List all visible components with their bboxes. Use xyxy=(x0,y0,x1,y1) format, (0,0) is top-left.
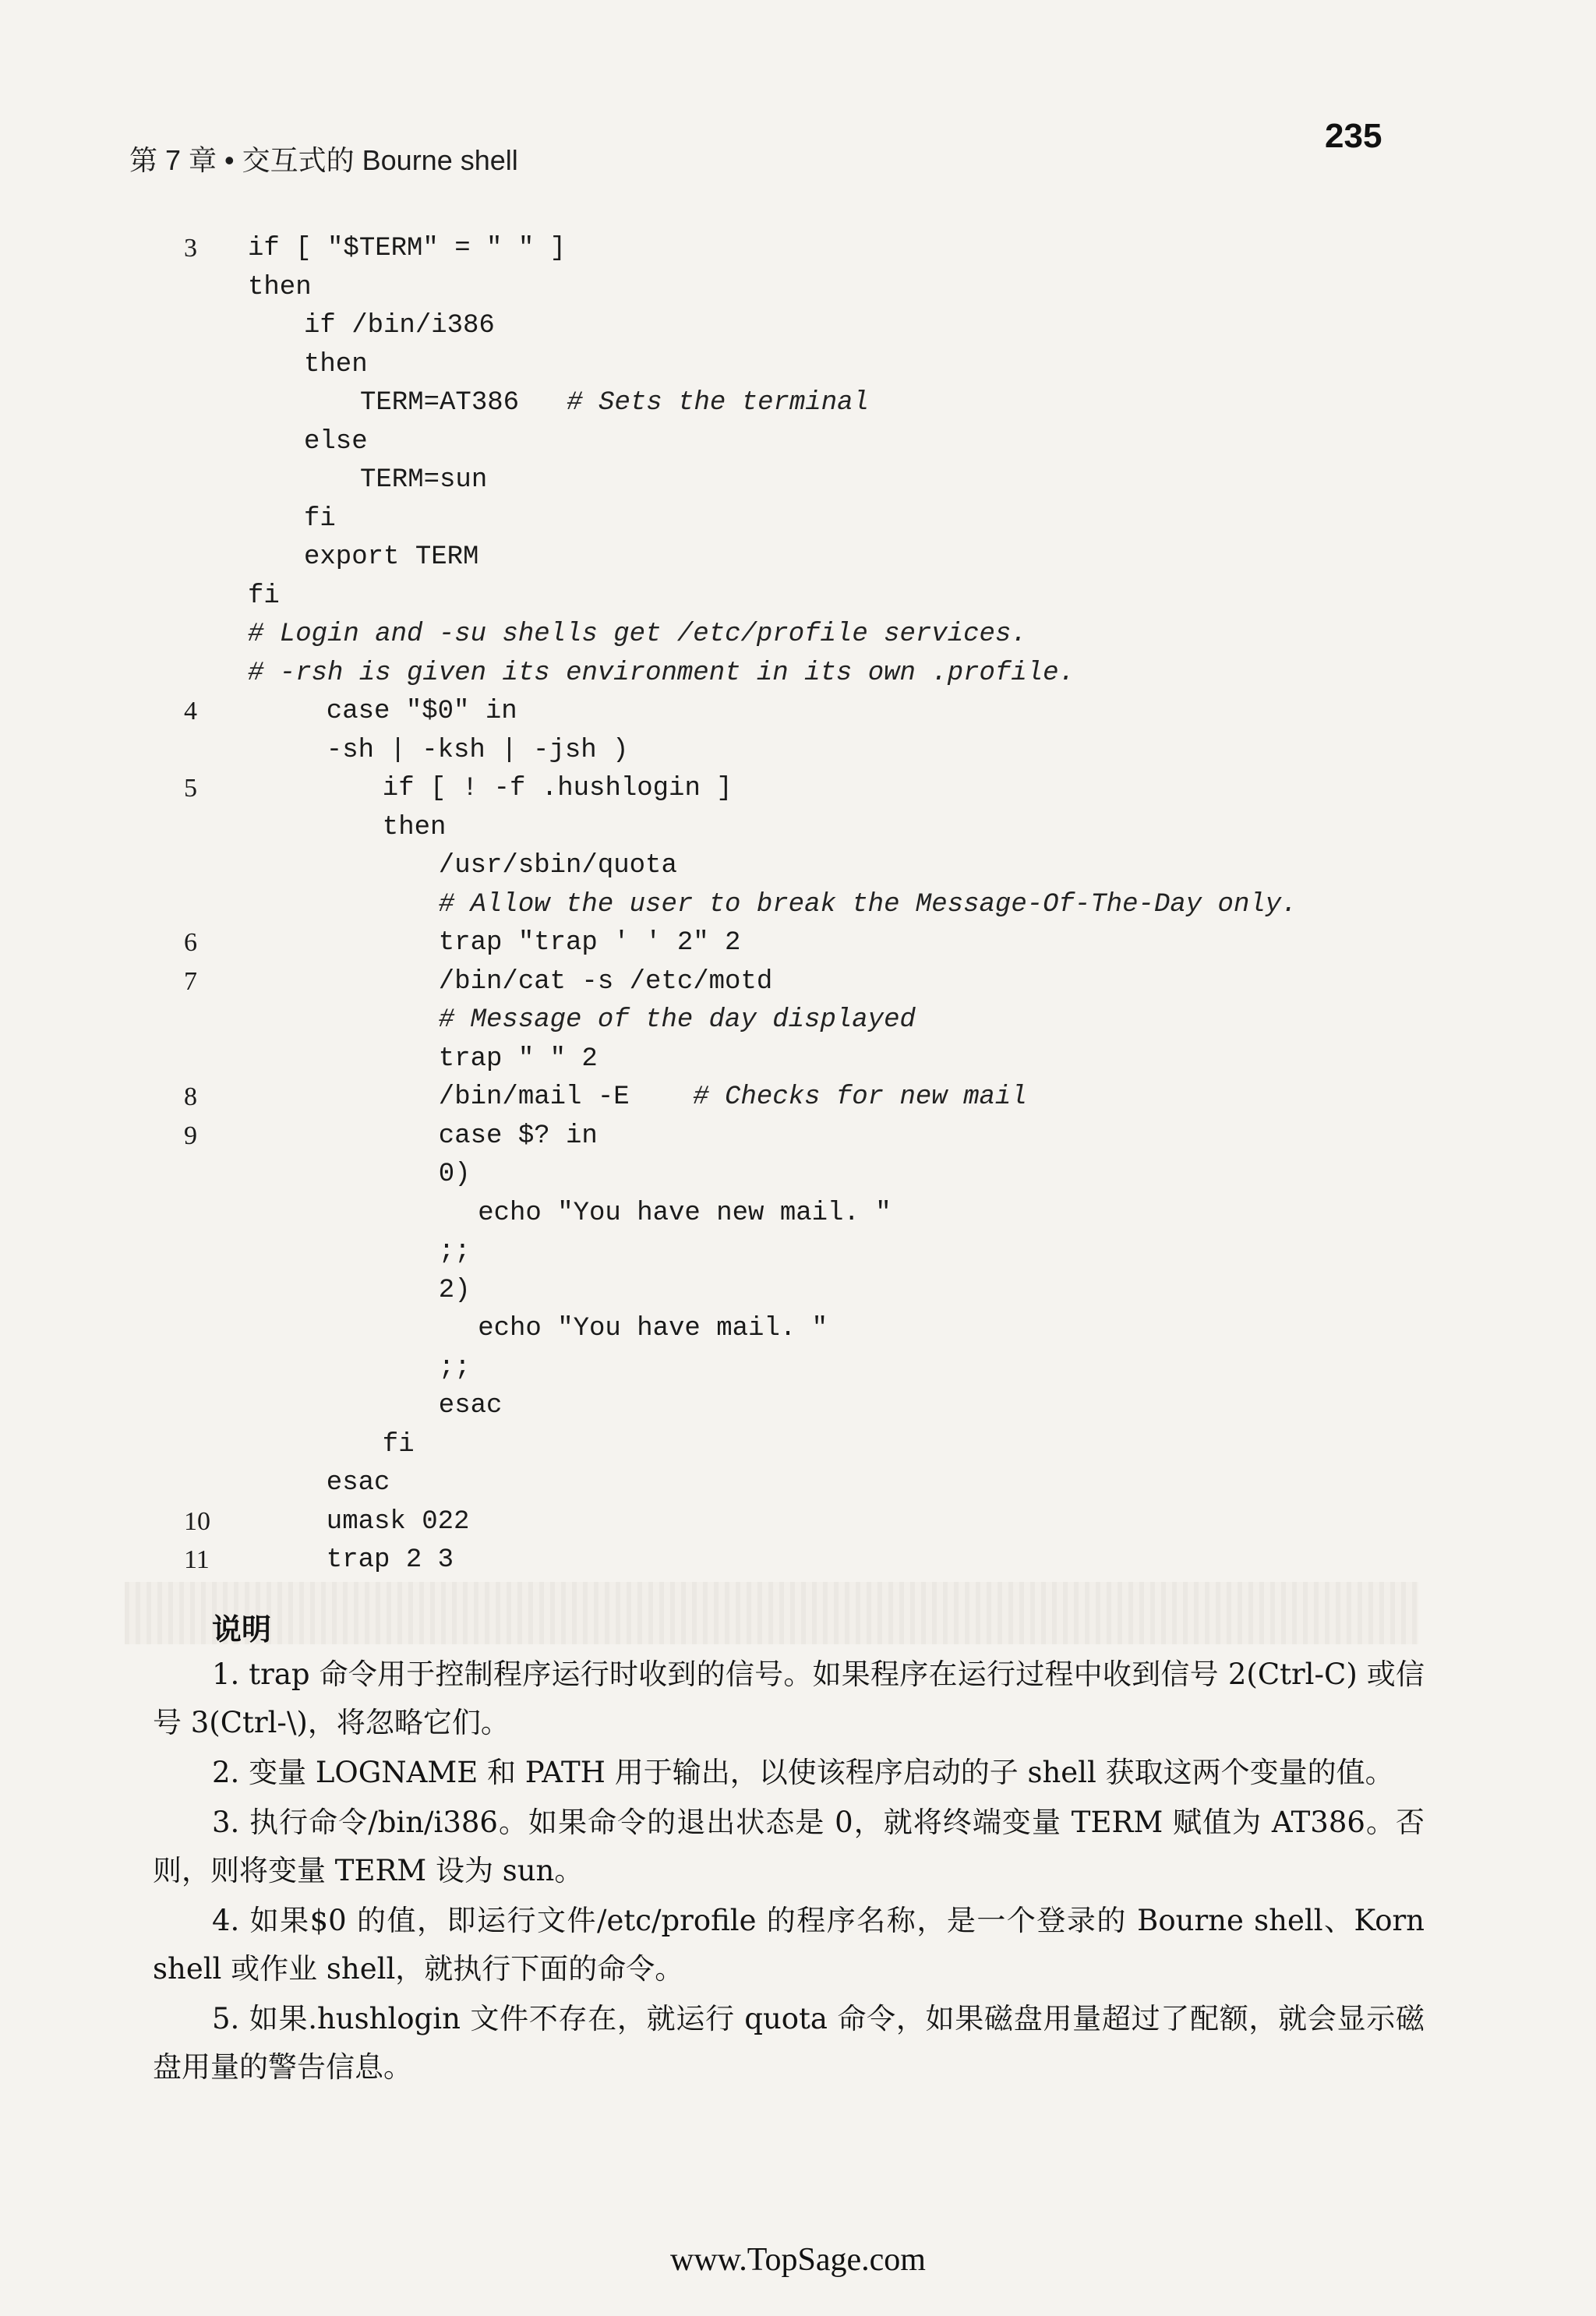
note-item: 4. 如果$0 的值，即运行文件/etc/profile 的程序名称，是一个登录的 Bourne shell、Korn shell 或作业 shell，就执行下面的命令。 xyxy=(153,1904,1425,1986)
line-number: 7 xyxy=(184,966,197,996)
footer-url: www.TopSage.com xyxy=(670,2242,926,2278)
code-statement: TERM=sun xyxy=(360,465,488,495)
code-statement: case "$0" in xyxy=(326,697,517,726)
code-statement: case $? in xyxy=(438,1121,598,1151)
explanation-notes xyxy=(153,1651,1425,2093)
code-statement: then xyxy=(248,272,312,302)
code-statement: fi xyxy=(382,1429,415,1460)
code-line xyxy=(184,658,1431,697)
code-line xyxy=(184,1507,1431,1546)
code-text xyxy=(478,1199,892,1228)
code-line xyxy=(184,928,1431,967)
code-text xyxy=(439,1353,471,1382)
code-line xyxy=(184,1430,1431,1469)
code-statement: export TERM xyxy=(304,542,479,572)
code-statement: -sh | -ksh | -jsh ) xyxy=(326,735,629,765)
line-number: 3 xyxy=(184,234,197,263)
code-statement: trap " " 2 xyxy=(438,1043,598,1074)
code-statement: TERM=AT386 xyxy=(360,388,567,418)
code-text xyxy=(439,890,1298,920)
code-line xyxy=(184,774,1431,813)
code-line xyxy=(184,1314,1431,1353)
code-text xyxy=(439,1005,916,1035)
code-comment: # -rsh is given its environment in its own .profile. xyxy=(248,658,1075,688)
code-comment: # Login and -su shells get /etc/profile services. xyxy=(248,620,1027,649)
code-statement: echo "You have mail. " xyxy=(478,1314,828,1343)
code-listing xyxy=(184,234,1431,1584)
code-statement: umask 022 xyxy=(326,1506,470,1537)
code-comment: # Allow the user to break the Message-Of-The-Day only. xyxy=(438,889,1298,920)
line-number: 5 xyxy=(184,774,197,803)
chapter-header: 第 7 章 • 交互式的 Bourne shell xyxy=(129,144,518,176)
code-statement: then xyxy=(304,349,368,380)
code-text xyxy=(327,736,629,765)
code-line xyxy=(184,1276,1431,1315)
code-line xyxy=(184,620,1431,658)
code-line xyxy=(184,1044,1431,1083)
code-line xyxy=(184,1237,1431,1276)
code-text xyxy=(248,581,280,611)
code-text xyxy=(327,1545,454,1575)
code-text xyxy=(304,542,478,572)
code-text xyxy=(248,620,1027,649)
code-line xyxy=(184,1082,1431,1121)
code-statement: fi xyxy=(304,503,336,534)
code-line xyxy=(184,504,1431,543)
code-line xyxy=(184,350,1431,389)
code-line xyxy=(184,1353,1431,1392)
code-text xyxy=(383,1430,415,1460)
code-text xyxy=(248,658,1075,688)
code-text xyxy=(360,388,869,418)
note-item: 2. 变量 LOGNAME 和 PATH 用于输出，以使该程序启动的子 shell 获取这两个变量的值。 xyxy=(212,1756,1394,1789)
code-text xyxy=(439,928,741,958)
code-text xyxy=(439,967,772,997)
code-line xyxy=(184,1005,1431,1044)
code-text xyxy=(304,427,368,457)
code-line xyxy=(184,465,1431,504)
code-text xyxy=(327,1468,390,1498)
code-statement: /bin/mail -E xyxy=(438,1082,694,1112)
code-text xyxy=(304,311,495,341)
code-line xyxy=(184,890,1431,929)
code-statement: trap "trap ' ' 2" 2 xyxy=(438,928,741,958)
code-line xyxy=(184,1391,1431,1430)
note-item: 1. trap 命令用于控制程序运行时收到的信号。如果程序在运行过程中收到信号 2(Ctrl-C) 或信号 3(Ctrl-\)，将忽略它们。 xyxy=(153,1658,1425,1739)
line-number: 10 xyxy=(184,1506,210,1536)
code-statement: ;; xyxy=(438,1352,471,1382)
code-text xyxy=(360,465,487,495)
code-text xyxy=(383,813,447,842)
code-line xyxy=(184,851,1431,890)
code-line xyxy=(184,311,1431,350)
code-line xyxy=(184,1199,1431,1237)
code-text xyxy=(439,1160,471,1189)
scan-artifact-band xyxy=(125,1582,1418,1644)
code-text xyxy=(439,1121,598,1151)
code-line xyxy=(184,736,1431,775)
code-line xyxy=(184,581,1431,620)
code-line xyxy=(184,234,1431,273)
line-number: 6 xyxy=(184,928,197,957)
code-line xyxy=(184,273,1431,312)
code-line xyxy=(184,1160,1431,1199)
code-statement: esac xyxy=(438,1391,503,1421)
code-statement: then xyxy=(382,812,447,842)
note-item: 5. 如果.hushlogin 文件不存在，就运行 quota 命令，如果磁盘用量超过了配额，就会显示磁盘用量的警告信息。 xyxy=(153,2002,1425,2084)
code-line xyxy=(184,388,1431,427)
page-number: 235 xyxy=(1325,117,1382,155)
code-text xyxy=(248,273,312,302)
code-text xyxy=(439,1082,1027,1112)
code-statement: if /bin/i386 xyxy=(304,311,495,341)
code-statement: echo "You have new mail. " xyxy=(478,1198,892,1228)
code-line xyxy=(184,1121,1431,1160)
code-statement: else xyxy=(304,426,368,457)
code-statement: fi xyxy=(248,581,280,611)
code-text xyxy=(478,1314,828,1343)
code-line xyxy=(184,542,1431,581)
line-number: 4 xyxy=(184,697,197,726)
line-number: 9 xyxy=(184,1121,197,1150)
code-line xyxy=(184,427,1431,466)
code-text xyxy=(304,350,368,380)
code-statement: 2) xyxy=(438,1275,471,1305)
code-text xyxy=(439,1044,598,1074)
code-statement: esac xyxy=(326,1468,390,1498)
code-comment: # Sets the terminal xyxy=(567,388,869,418)
code-statement: if [ "$TERM" = " " ] xyxy=(248,234,567,263)
section-title: 说明 xyxy=(212,1612,272,1647)
note-item: 3. 执行命令/bin/i386。如果命令的退出状态是 0，就将终端变量 TERM 赋值为 AT386。否则，则将变量 TERM 设为 sun。 xyxy=(153,1806,1425,1887)
code-statement: /bin/cat -s /etc/motd xyxy=(438,966,773,997)
code-statement: /usr/sbin/quota xyxy=(438,851,677,881)
line-number: 11 xyxy=(184,1545,210,1574)
code-statement: if [ ! -f .hushlogin ] xyxy=(382,774,733,803)
code-text xyxy=(439,1391,503,1421)
code-line xyxy=(184,967,1431,1006)
code-line xyxy=(184,813,1431,852)
code-text xyxy=(248,234,566,263)
code-comment: # Message of the day displayed xyxy=(438,1005,916,1035)
code-text xyxy=(383,774,733,803)
code-text xyxy=(439,851,677,881)
code-line xyxy=(184,697,1431,736)
code-text xyxy=(304,504,336,534)
code-statement: trap 2 3 xyxy=(326,1545,454,1575)
code-text xyxy=(439,1237,471,1266)
code-text xyxy=(327,1507,470,1537)
code-text xyxy=(327,697,517,726)
code-comment: # Checks for new mail xyxy=(693,1082,1027,1112)
code-statement: ;; xyxy=(438,1237,471,1266)
code-line xyxy=(184,1545,1431,1584)
line-number: 8 xyxy=(184,1082,197,1111)
code-line xyxy=(184,1468,1431,1507)
code-statement: 0) xyxy=(438,1160,471,1189)
code-text xyxy=(439,1276,471,1305)
